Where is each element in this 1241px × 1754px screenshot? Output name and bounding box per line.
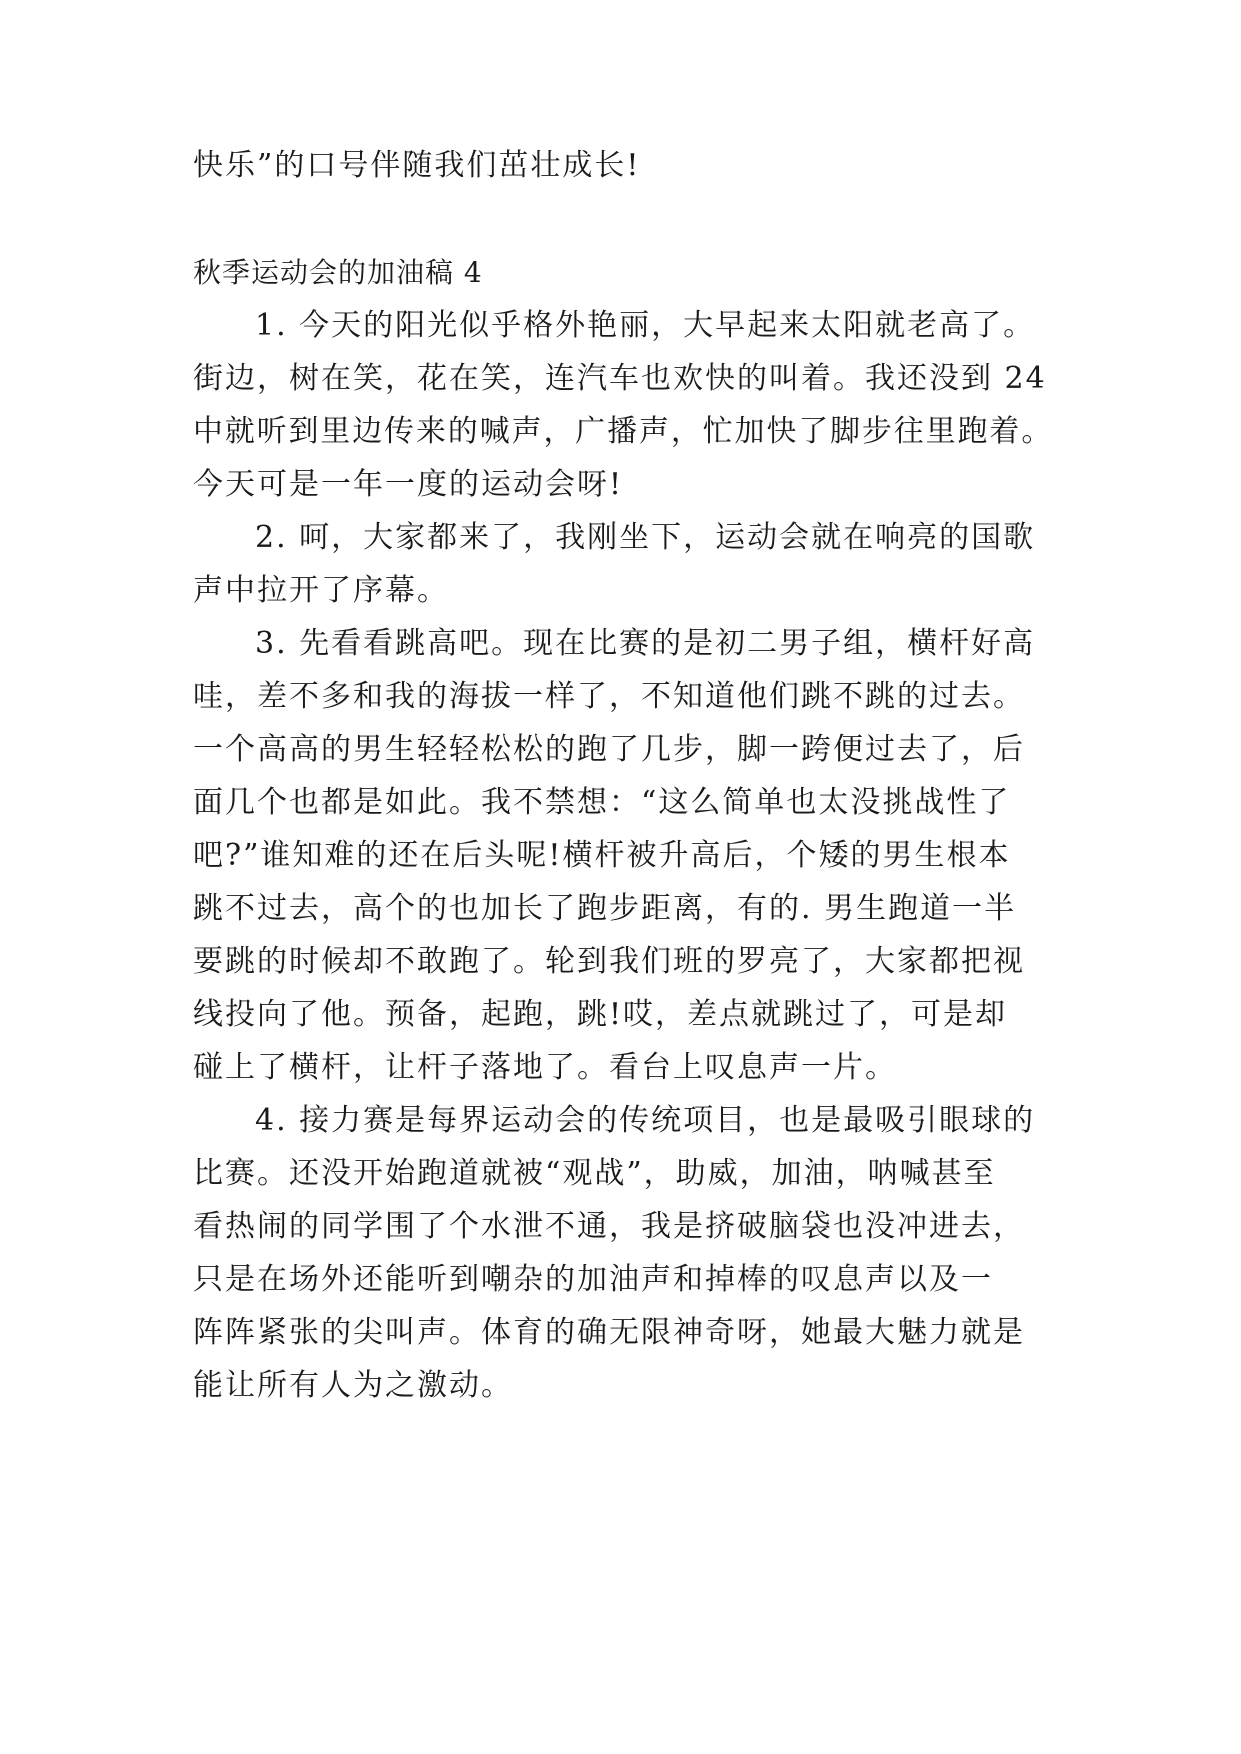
paragraph-4-line-5: 阵阵紧张的尖叫声。体育的确无限神奇呀，她最大魅力就是 bbox=[193, 1315, 1025, 1350]
paragraph-3-line-3: 一个高高的男生轻轻松松的跑了几步，脚一跨便过去了，后 bbox=[193, 732, 1025, 767]
paragraph-4-line-6: 能让所有人为之激动。 bbox=[193, 1368, 513, 1403]
paragraph-1-line-2: 街边，树在笑，花在笑，连汽车也欢快的叫着。我还没到 24 bbox=[193, 361, 1047, 396]
section-title: 秋季运动会的加油稿 4 bbox=[193, 256, 483, 289]
paragraph-1-line-1: 1. 今天的阳光似乎格外艳丽，大早起来太阳就老高了。 bbox=[255, 308, 1036, 343]
paragraph-4-line-4: 只是在场外还能听到嘲杂的加油声和掉棒的叹息声以及一 bbox=[193, 1262, 993, 1297]
paragraph-3-line-4: 面几个也都是如此。我不禁想：“这么简单也太没挑战性了 bbox=[193, 785, 1011, 820]
paragraph-3-line-6: 跳不过去，高个的也加长了跑步距离，有的. 男生跑道一半 bbox=[193, 891, 1017, 926]
paragraph-3-line-8: 线投向了他。预备，起跑，跳!哎，差点就跳过了，可是却 bbox=[193, 997, 1008, 1032]
paragraph-3-line-7: 要跳的时候却不敢跑了。轮到我们班的罗亮了，大家都把视 bbox=[193, 944, 1025, 979]
paragraph-1-line-4: 今天可是一年一度的运动会呀! bbox=[193, 467, 624, 502]
paragraph-3-line-9: 碰上了横杆，让杆子落地了。看台上叹息声一片。 bbox=[193, 1050, 897, 1085]
paragraph-1-line-3: 中就听到里边传来的喊声，广播声，忙加快了脚步往里跑着。 bbox=[193, 414, 1054, 449]
paragraph-3-line-5: 吧?”谁知难的还在后头呢!横杆被升高后，个矮的男生根本 bbox=[193, 838, 1011, 873]
paragraph-3-line-2: 哇，差不多和我的海拔一样了，不知道他们跳不跳的过去。 bbox=[193, 679, 1025, 714]
paragraph-3-line-1: 3. 先看看跳高吧。现在比赛的是初二男子组，横杆好高 bbox=[255, 626, 1036, 661]
paragraph-2-line-2: 声中拉开了序幕。 bbox=[193, 573, 449, 608]
top-line: 快乐”的口号伴随我们茁壮成长! bbox=[193, 148, 641, 183]
paragraph-4-line-1: 4. 接力赛是每界运动会的传统项目，也是最吸引眼球的 bbox=[255, 1103, 1036, 1138]
paragraph-4-line-2: 比赛。还没开始跑道就被“观战”，助威，加油，呐喊甚至 bbox=[193, 1156, 996, 1191]
paragraph-4-line-3: 看热闹的同学围了个水泄不通，我是挤破脑袋也没冲进去， bbox=[193, 1209, 1025, 1244]
paragraph-2-line-1: 2. 呵，大家都来了，我刚坐下，运动会就在响亮的国歌 bbox=[255, 520, 1036, 555]
